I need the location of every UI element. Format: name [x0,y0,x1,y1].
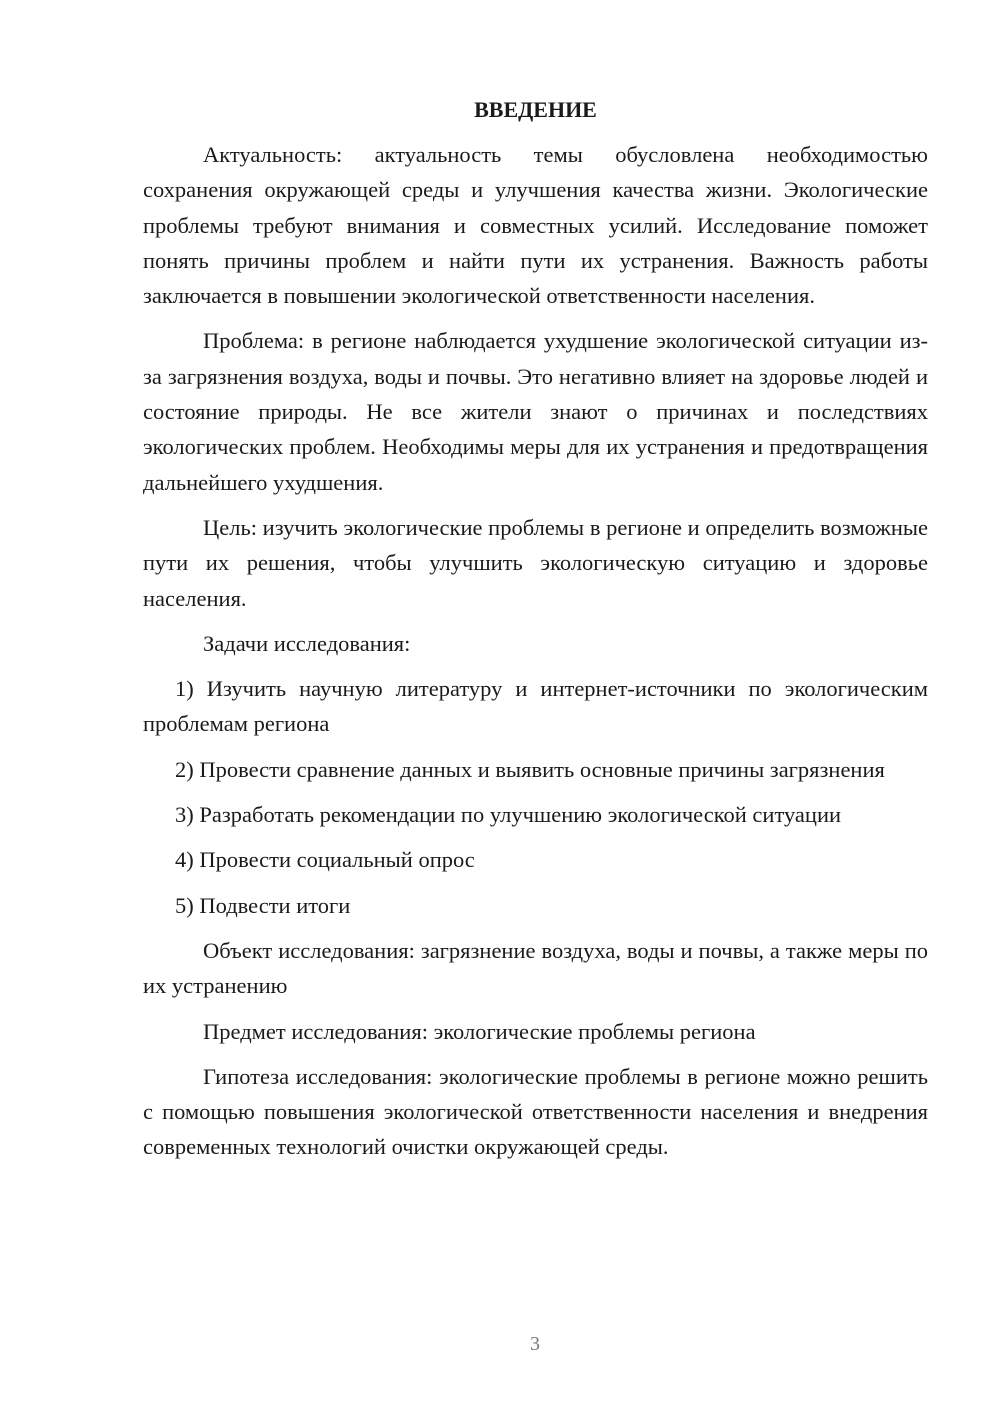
paragraph-object: Объект исследования: загрязнение воздуха, воды и почвы, а также меры по их устранению [143,937,928,999]
paragraph-hypothesis: Гипотеза исследования: экологические проблемы в регионе можно решить с помощью повышения экологической ответственности населения и внедрения современных технологий очистки окружающей среды. [143,1063,928,1160]
page-title: ВВЕДЕНИЕ [474,97,597,122]
task-item: 5) Подвести итоги [175,892,351,918]
paragraph-subject: Предмет исследования: экологические проблемы региона [203,1018,756,1044]
task-item: 4) Провести социальный опрос [175,847,475,873]
paragraph-goal: Цель: изучить экологические проблемы в регионе и определить возможные пути их решения, чтобы улучшить экологическую ситуацию и здоровье населения. [143,514,928,611]
task-item: 1) Изучить научную литературу и интернет-источники по экологическим проблемам региона [143,676,928,737]
tasks-heading: Задачи исследования: [203,630,411,656]
task-item: 3) Разработать рекомендации по улучшению экологической ситуации [175,802,842,828]
document-page [143,92,928,1175]
paragraph-relevance: Актуальность: актуальность темы обусловлена необходимостью сохранения окружающей среды и улучшения качества жизни. Экологические проблемы требуют внимания и совместных усилий. Исследование поможет понять причины проблем и найти пути их устранения. Важность работы заключается в повышении экологической ответственности населения. [143,142,928,309]
task-item: 2) Провести сравнение данных и выявить основные причины загрязнения [175,756,885,782]
page-number: 3 [530,1333,540,1355]
paragraph-problem: Проблема: в регионе наблюдается ухудшение экологической ситуации из-за загрязнения воздуха, воды и почвы. Это негативно влияет на здоровье людей и состояние природы. Не все жители знают о причинах и последствиях экологических проблем. Необходимы меры для их устранения и предотвращения дальнейшего ухудшения. [143,328,928,495]
